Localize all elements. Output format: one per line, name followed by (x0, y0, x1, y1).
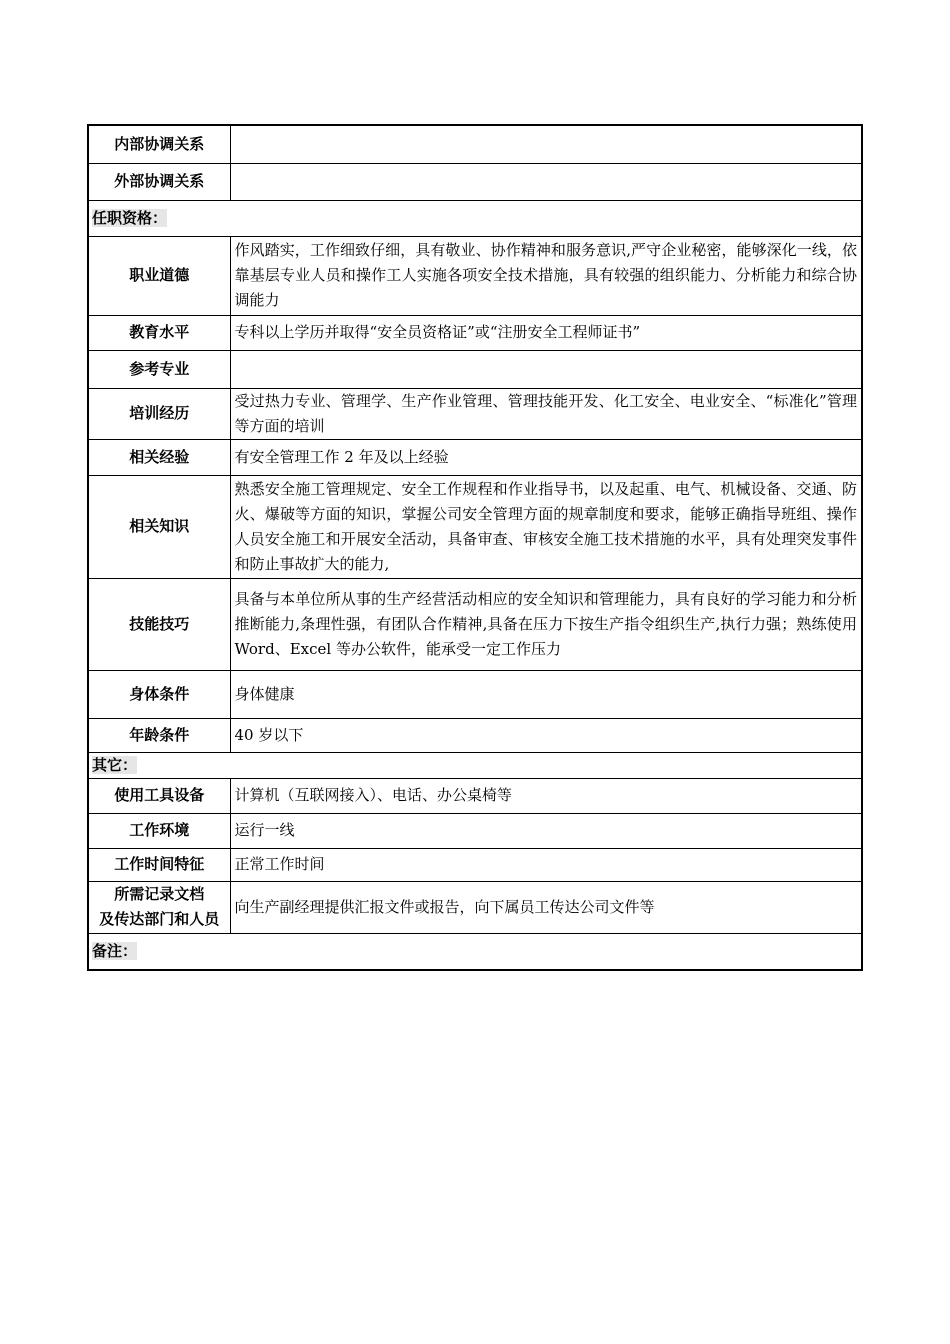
tools-value: 计算机（互联网接入）、电话、办公桌椅等 (230, 778, 862, 813)
environment-value: 运行一线 (230, 813, 862, 848)
work-hours-value: 正常工作时间 (230, 848, 862, 881)
documents-label-line2: 及传达部门和人员 (99, 910, 220, 928)
ethics-value: 作风踏实，工作细致仔细，具有敬业、协作精神和服务意识,严守企业秘密，能够深化一线，依靠基层专业人员和操作工人实施各项安全技术措施，具有较强的组织能力、分析能力和综合协调能力 (230, 236, 862, 315)
skills-value: 具备与本单位所从事的生产经营活动相应的安全知识和管理能力，具有良好的学习能力和分析推断能力,条理性强，有团队合作精神,具备在压力下按生产指令组织生产,执行力强；熟练使用 Word、Excel 等办公软件，能承受一定工作压力 (230, 578, 862, 670)
table-row (88, 718, 862, 752)
job-description-table (87, 124, 863, 971)
table-row (88, 350, 862, 388)
qualifications-section-title: 任职资格： (88, 200, 862, 236)
table-row (88, 439, 862, 475)
table-row (88, 236, 862, 315)
health-label: 身体条件 (88, 670, 230, 718)
training-value: 受过热力专业、管理学、生产作业管理、管理技能开发、化工安全、电业安全、“标准化”管理等方面的培训 (230, 388, 862, 439)
age-label: 年龄条件 (88, 718, 230, 752)
age-value: 40 岁以下 (230, 718, 862, 752)
external-coordination-label: 外部协调关系 (88, 163, 230, 200)
external-coordination-value (230, 163, 862, 200)
ethics-label: 职业道德 (88, 236, 230, 315)
major-label: 参考专业 (88, 350, 230, 388)
documents-label-line1: 所需记录文档 (114, 885, 205, 903)
health-value: 身体健康 (230, 670, 862, 718)
tools-label: 使用工具设备 (88, 778, 230, 813)
section-header-row (88, 752, 862, 778)
documents-value: 向生产副经理提供汇报文件或报告，向下属员工传达公司文件等 (230, 881, 862, 933)
table-row (88, 388, 862, 439)
training-label: 培训经历 (88, 388, 230, 439)
table-row (88, 881, 862, 933)
knowledge-value: 熟悉安全施工管理规定、安全工作规程和作业指导书，以及起重、电气、机械设备、交通、防火、爆破等方面的知识，掌握公司安全管理方面的规章制度和要求，能够正确指导班组、操作人员安全施工和开展安全活动，具备审查、审核安全施工技术措施的水平，具有处理突发事件和防止事故扩大的能力, (230, 475, 862, 578)
internal-coordination-value (230, 125, 862, 163)
knowledge-label: 相关知识 (88, 475, 230, 578)
table-row (88, 315, 862, 350)
work-hours-label: 工作时间特征 (88, 848, 230, 881)
experience-value: 有安全管理工作 2 年及以上经验 (230, 439, 862, 475)
section-header-row (88, 933, 862, 970)
experience-label: 相关经验 (88, 439, 230, 475)
remarks-section-title: 备注： (88, 933, 862, 970)
table-row (88, 670, 862, 718)
table-row (88, 125, 862, 163)
table-row (88, 578, 862, 670)
table-row (88, 163, 862, 200)
other-section-title: 其它： (88, 752, 862, 778)
major-value (230, 350, 862, 388)
internal-coordination-label: 内部协调关系 (88, 125, 230, 163)
documents-label (88, 881, 230, 933)
table-row (88, 778, 862, 813)
table-row (88, 848, 862, 881)
environment-label: 工作环境 (88, 813, 230, 848)
skills-label: 技能技巧 (88, 578, 230, 670)
table-row (88, 475, 862, 578)
section-header-row (88, 200, 862, 236)
education-label: 教育水平 (88, 315, 230, 350)
education-value: 专科以上学历并取得“安全员资格证”或“注册安全工程师证书” (230, 315, 862, 350)
table-row (88, 813, 862, 848)
